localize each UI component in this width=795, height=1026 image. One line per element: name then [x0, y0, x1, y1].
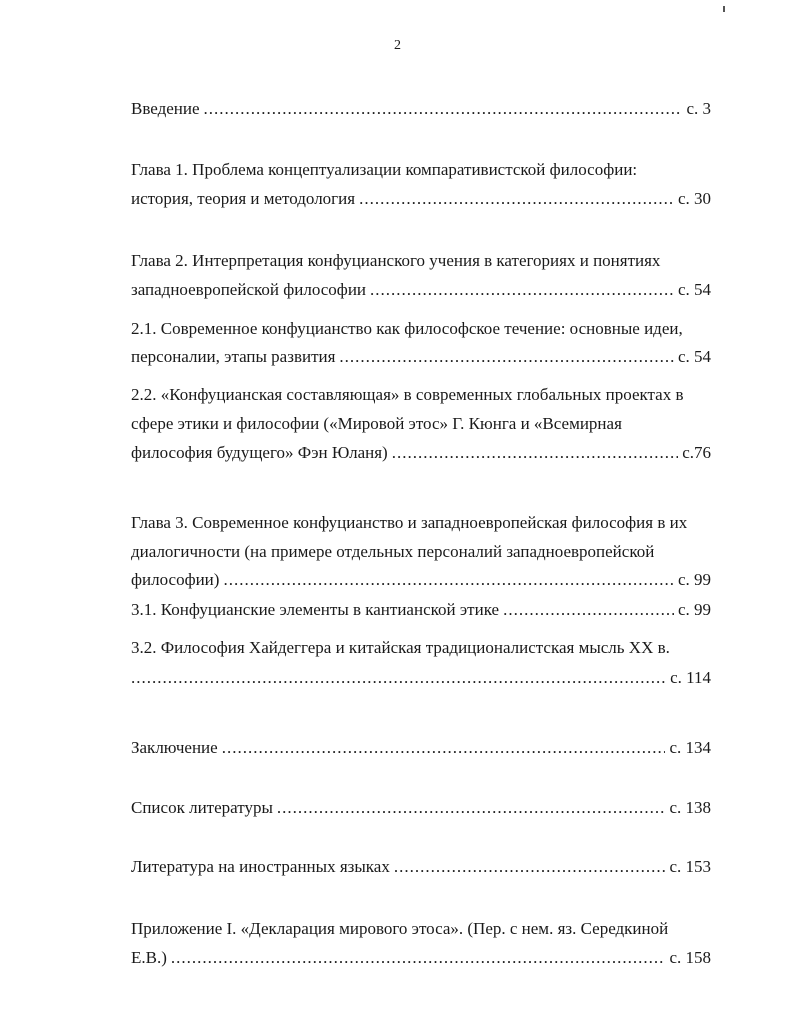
- toc-conclusion: [131, 737, 711, 759]
- leader-dots: [370, 279, 674, 301]
- toc-section-2-1-line1: 2.1. Современное конфуцианство как философское течение: основные идеи,: [131, 319, 683, 338]
- toc-title: западноевропейской философии: [131, 280, 367, 299]
- toc-page: с. 134: [669, 738, 711, 757]
- toc-foreign-literature: [131, 856, 711, 878]
- toc-title: 3.1. Конфуцианские элементы в кантианской этике: [131, 600, 500, 619]
- toc-appendix-1: [131, 947, 711, 969]
- toc-page: с. 3: [686, 99, 711, 118]
- toc-chapter-1: [131, 188, 711, 210]
- leader-dots: [392, 442, 679, 464]
- leader-dots: [277, 797, 666, 819]
- toc-section-2-2-line1: 2.2. «Конфуцианская составляющая» в современных глобальных проектах в: [131, 385, 684, 404]
- toc-title: Список литературы: [131, 798, 273, 817]
- toc-title: Литература на иностранных языках: [131, 857, 390, 876]
- toc-bibliography: [131, 797, 711, 819]
- leader-dots: [359, 188, 674, 210]
- toc-page: с. 99: [677, 600, 711, 619]
- toc-section-2-1: [131, 346, 711, 368]
- toc-page: с. 158: [669, 948, 711, 967]
- leader-dots: [223, 569, 674, 591]
- toc-page: с. 138: [669, 798, 711, 817]
- toc-section-2-2-line2: сфере этики и философии («Мировой этос» Г. Кюнга и «Всемирная: [131, 414, 622, 433]
- toc-section-3-2-line1: 3.2. Философия Хайдеггера и китайская традиционалистская мысль XX в.: [131, 638, 670, 657]
- toc-title: Заключение: [131, 738, 218, 757]
- toc-section-3-2: [131, 667, 711, 689]
- toc-title: персоналии, этапы развития: [131, 347, 336, 366]
- leader-dots: [222, 737, 666, 759]
- toc-chapter-2: [131, 279, 711, 301]
- leader-dots: [339, 346, 674, 368]
- toc-title: история, теория и методология: [131, 189, 356, 208]
- toc-chapter-2-line1: Глава 2. Интерпретация конфуцианского учения в категориях и понятиях: [131, 251, 661, 270]
- toc-title: Введение: [131, 99, 200, 118]
- leader-dots: [503, 599, 674, 621]
- scan-artifact: [723, 6, 725, 12]
- toc-page: с. 54: [677, 347, 711, 366]
- toc-chapter-3-line1: Глава 3. Современное конфуцианство и западноевропейская философия в их: [131, 513, 688, 532]
- leader-dots: [204, 98, 683, 120]
- toc-page: с. 54: [677, 280, 711, 299]
- leader-dots: [394, 856, 666, 878]
- toc-page: с. 99: [677, 570, 711, 589]
- toc-title: философии): [131, 570, 220, 589]
- toc-page: с. 114: [670, 668, 711, 687]
- toc-entry-intro: [131, 98, 711, 120]
- toc-page: с. 30: [677, 189, 711, 208]
- toc-section-3-1: [131, 599, 711, 621]
- page-number: 2: [394, 38, 401, 53]
- toc-title: философия будущего» Фэн Юланя): [131, 443, 388, 462]
- leader-dots: [171, 947, 666, 969]
- leader-dots: [131, 667, 666, 689]
- toc-chapter-1-line1: Глава 1. Проблема концептуализации компаративистской философии:: [131, 160, 638, 179]
- toc-page: с. 153: [669, 857, 711, 876]
- toc-page: с.76: [682, 443, 711, 462]
- toc-chapter-3-line2: диалогичности (на примере отдельных персоналий западноевропейской: [131, 542, 655, 561]
- toc-chapter-3: [131, 569, 711, 591]
- toc-section-2-2: [131, 442, 711, 464]
- toc-appendix-1-line1: Приложение I. «Декларация мирового этоса». (Пер. с нем. яз. Середкиной: [131, 919, 669, 938]
- toc-title: Е.В.): [131, 948, 167, 967]
